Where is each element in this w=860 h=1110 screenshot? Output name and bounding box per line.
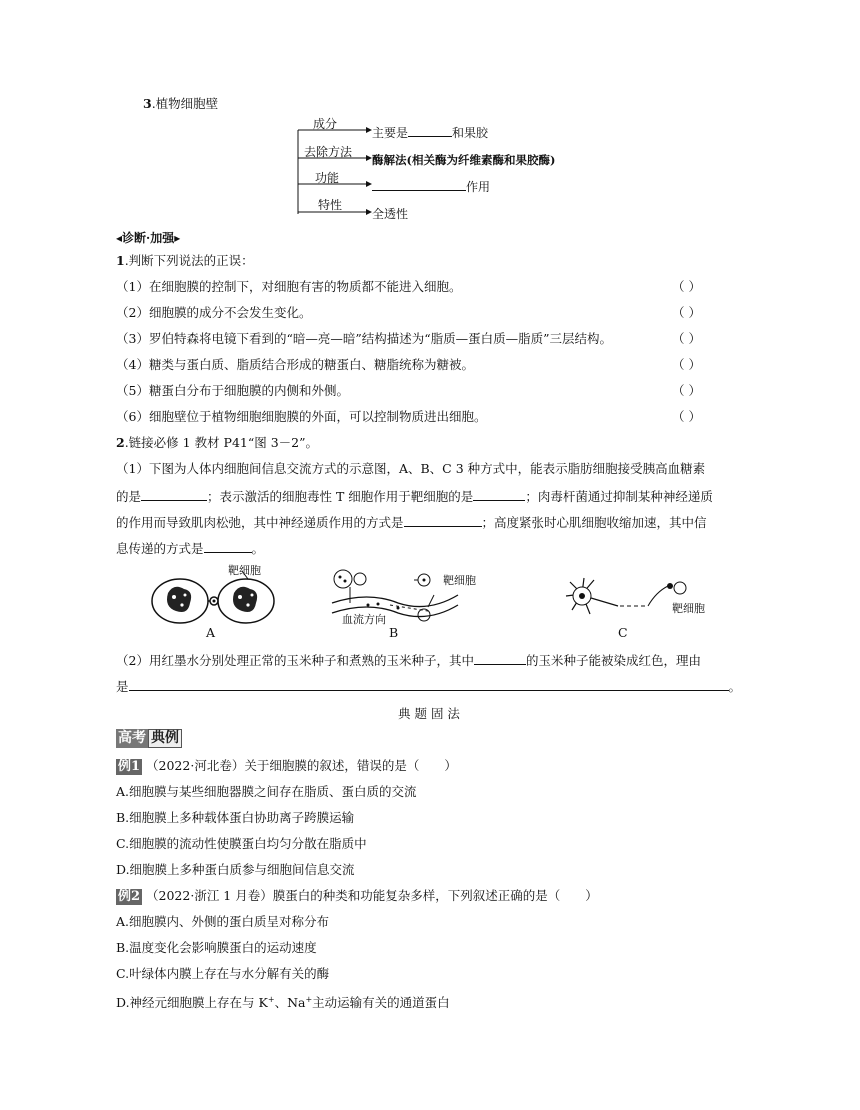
q2-p2-line1-b: 的玉米种子能被染成红色，理由 [525, 653, 701, 668]
q1-item-2: （2）细胞膜的成分不会发生变化。 [116, 305, 312, 320]
example2-option-d-sup2: + [305, 995, 313, 1004]
example2-option-b[interactable]: B.温度变化会影响膜蛋白的运动速度 [116, 940, 317, 955]
q2-p1-line3 [116, 513, 707, 532]
q1-title-text: .判断下列说法的正误： [124, 253, 254, 268]
q1-paren-4[interactable]: （ ） [672, 357, 701, 372]
q2-p1-line3-a: 的作用而导致肌肉松弛，其中神经递质作用的方式是 [116, 515, 404, 530]
blank-q2-1[interactable] [141, 487, 207, 501]
example1-option-c[interactable]: C.细胞膜的流动性使膜蛋白均匀分散在脂质中 [116, 836, 367, 851]
blank-function[interactable] [372, 177, 466, 191]
example2-tag: 例2 [118, 889, 141, 904]
example1-stem-text: （2022·河北卷）关于细胞膜的叙述，错误的是（ ） [146, 758, 457, 773]
q2-p1-line4-b: 。 [251, 541, 265, 556]
example2-option-d[interactable] [116, 991, 450, 1012]
section3-title [143, 94, 218, 112]
q1-number: 1 [116, 253, 125, 268]
section3-number: 3 [143, 96, 152, 111]
tree-content-function [372, 177, 490, 195]
example2-option-d-pre: D.神经元细胞膜上存在与 K [116, 995, 268, 1011]
blank-composition[interactable] [408, 123, 452, 137]
example2-option-d-mid: 、Na [274, 995, 306, 1011]
q2-p1-line2-a: 的是 [116, 489, 142, 504]
q2-p1-line2-c: ；肉毒杆菌通过抑制某种神经递质 [525, 489, 713, 504]
figure-b-bloodflow-label: 血流方向 [342, 613, 386, 626]
section-title: 典 题 固 法 [398, 706, 460, 721]
gaokao-header-b: 典例 [148, 729, 182, 748]
tree-content-removal: 酶解法(相关酶为纤维素酶和果胶酶) [372, 153, 556, 167]
q2-p1-line3-b: ；高度紧张时心肌细胞收缩加速，其中信 [481, 515, 707, 530]
q1-paren-3[interactable]: （ ） [672, 331, 701, 346]
gaokao-header [116, 729, 182, 748]
q1-paren-6[interactable]: （ ） [672, 409, 701, 424]
q1-item-5: （5）糖蛋白分布于细胞膜的内侧和外侧。 [116, 383, 349, 398]
q2-title [116, 434, 318, 452]
tree-content-composition-post: 和果胶 [452, 126, 489, 140]
q2-p2-line2 [116, 677, 741, 696]
blank-q2-3[interactable] [404, 513, 482, 527]
tree-label-removal: 去除方法 [304, 145, 353, 159]
tree-content-composition-pre: 主要是 [372, 126, 409, 140]
q2-title-text: .链接必修 1 教材 P41“图 3－2”。 [124, 435, 319, 450]
tree-content-function-post: 作用 [466, 180, 491, 194]
q1-paren-2[interactable]: （ ） [672, 305, 701, 320]
example2-option-d-post: 主动运输有关的通道蛋白 [312, 995, 450, 1011]
example2-option-d-sup1: + [267, 995, 275, 1004]
q2-p2-line2-a: 是 [116, 679, 129, 694]
q1-item-6: （6）细胞壁位于植物细胞细胞膜的外面，可以控制物质进出细胞。 [116, 409, 487, 424]
example2-option-a[interactable]: A.细胞膜内、外侧的蛋白质呈对称分布 [116, 914, 330, 929]
q1-item-3: （3）罗伯特森将电镜下看到的“暗—亮—暗”结构描述为“脂质—蛋白质—脂质”三层结构。 [116, 331, 613, 346]
example2-stem [116, 887, 598, 905]
figure-a-caption: A [206, 625, 216, 640]
q1-item-1: （1）在细胞膜的控制下，对细胞有害的物质都不能进入细胞。 [116, 279, 462, 294]
example1-option-d[interactable]: D.细胞膜上多种蛋白质参与细胞间信息交流 [116, 862, 355, 877]
example1-option-b[interactable]: B.细胞膜上多种载体蛋白协助离子跨膜运输 [116, 810, 355, 825]
q2-p2-line1 [116, 651, 701, 670]
q2-p1-line2-b: ；表示激活的细胞毒性 T 细胞作用于靶细胞的是 [207, 489, 474, 504]
tree-label-property: 特性 [318, 198, 343, 212]
blank-q2-5[interactable] [474, 651, 526, 665]
q2-p1-line4 [116, 539, 264, 558]
gaokao-header-a: 高考 [118, 730, 146, 746]
figure-b-caption: B [389, 625, 399, 640]
q2-p2-line1-a: （2）用红墨水分别处理正常的玉米种子和煮熟的玉米种子，其中 [116, 653, 474, 668]
figure-b-target-label: 靶细胞 [443, 574, 476, 587]
q2-p1-line4-a: 息传递的方式是 [116, 541, 204, 556]
tree-label-function: 功能 [315, 171, 340, 185]
q2-p2-line2-b: 。 [728, 679, 742, 694]
blank-q2-4[interactable] [204, 539, 252, 553]
q1-paren-5[interactable]: （ ） [672, 383, 701, 398]
example1-stem [116, 757, 457, 775]
tree-content-property: 全透性 [372, 207, 409, 221]
example1-option-a[interactable]: A.细胞膜与某些细胞器膜之间存在脂质、蛋白质的交流 [116, 784, 417, 799]
tree-label-composition: 成分 [313, 117, 338, 131]
figure-c-target-label: 靶细胞 [672, 602, 705, 615]
q1-title [116, 252, 254, 270]
example2-option-c[interactable]: C.叶绿体内膜上存在与水分解有关的酶 [116, 966, 330, 981]
example1-tag: 例1 [118, 759, 141, 774]
q2-number: 2 [116, 435, 125, 450]
q2-p1-line1: （1）下图为人体内细胞间信息交流方式的示意图，A、B、C 3 种方式中，能表示脂肪细胞接受胰高血糖素 [116, 461, 706, 476]
blank-q2-6[interactable] [129, 677, 729, 691]
figure-a-target-label: 靶细胞 [228, 564, 261, 577]
q1-item-4: （4）糖类与蛋白质、脂质结合形成的糖蛋白、糖脂统称为糖被。 [116, 357, 474, 372]
example2-stem-text: （2022·浙江 1 月卷）膜蛋白的种类和功能复杂多样，下列叙述正确的是（ ） [146, 888, 598, 903]
blank-q2-2[interactable] [473, 487, 525, 501]
q1-paren-1[interactable]: （ ） [672, 279, 701, 294]
tree-content-composition [372, 123, 488, 141]
section3-title-text: .植物细胞壁 [151, 96, 219, 111]
q2-p1-line2 [116, 487, 713, 506]
figure-c-caption: C [618, 625, 628, 640]
diagnosis-heading: ◂诊断·加强▸ [116, 231, 181, 245]
